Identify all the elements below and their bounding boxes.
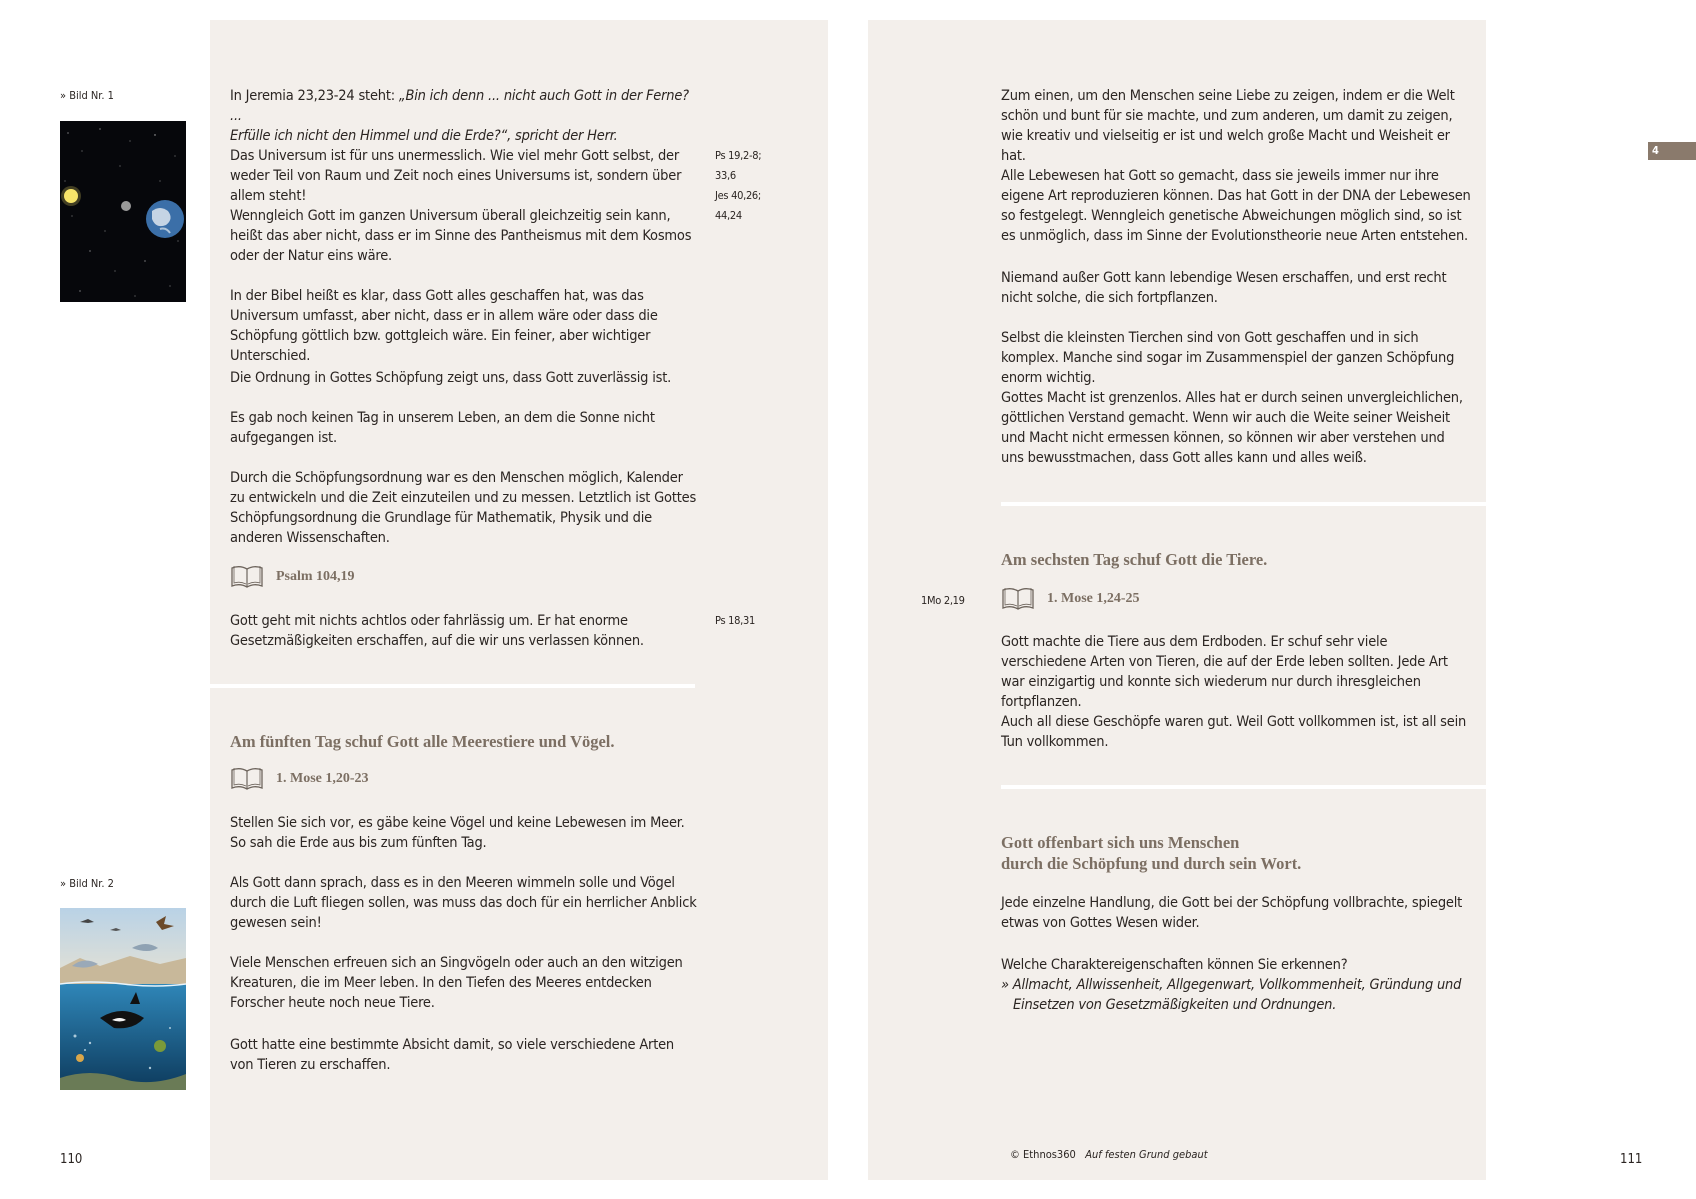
right-page-number: 111: [1620, 1152, 1643, 1167]
heading-offenbart: [1001, 832, 1471, 874]
intro-paragraph: [230, 86, 700, 146]
footer: [1010, 1148, 1208, 1161]
paragraph-zumeinen: Zum einen, um den Menschen seine Liebe zu zeigen, indem er die Welt schön und bunt für sie machte, und zum anderen, um damit zu zeigen, wie kreativ und vielseitig er ist und welch große Macht und Weisheit er hat.: [1001, 88, 1455, 164]
sea-animals-image: [60, 908, 186, 1090]
paragraph-handlung: Jede einzelne Handlung, die Gott bei der Schöpfung vollbrachte, spiegelt etwas von Gottes Wesen wider.: [1001, 895, 1463, 931]
footer-book-title: Auf festen Grund gebaut: [1085, 1148, 1208, 1161]
bild2-label: » Bild Nr. 2: [60, 877, 114, 890]
paragraph-singvoegel: Viele Menschen erfreuen sich an Singvögeln oder auch an den witzigen Kreaturen, die im Meer leben. In den Tiefen des Meeres entdecken Forscher heute noch neue Tiere.: [230, 955, 683, 1011]
paragraph-bibel: In der Bibel heißt es klar, dass Gott alles geschaffen hat, was das Universum umfasst, aber nicht, dass er in allem wäre oder dass die Schöpfung göttlich bzw. gottgleich wäre. Ein feiner, aber wichtiger Unterschied.: [230, 288, 658, 364]
bild1-label: » Bild Nr. 1: [60, 89, 114, 102]
bible-reference-psalm: [230, 564, 355, 590]
paragraph-macht: Gottes Macht ist grenzenlos. Alles hat er durch seinen unvergleichlichen, göttlichen Verstand gemacht. Wenn wir auch die Weite seiner Weisheit und Macht nicht ermessen können, so können wir aber verstehen und uns bewusstmachen, dass Gott alles kann und alles weiß.: [1001, 390, 1463, 466]
intro-quote-2: Erfülle ich nicht den Himmel und die Erde?“, spricht der Herr.: [230, 128, 618, 144]
paragraph-tierchen: Selbst die kleinsten Tierchen sind von Gott geschaffen und in sich komplex. Manche sind sogar im Zusammenspiel der ganzen Schöpfung enorm wichtig.: [1001, 330, 1455, 386]
paragraph-vorstellen: Stellen Sie sich vor, es gäbe keine Vögel und keine Lebewesen im Meer. So sah die Erde aus bis zum fünften Tag.: [230, 815, 685, 851]
intro-quote-1: „Bin ich denn ... nicht auch Gott in der Ferne? ...: [230, 88, 689, 124]
paragraph-kalender: Durch die Schöpfungsordnung war es den Menschen möglich, Kalender zu entwickeln und die Zeit einzuteilen und zu messen. Letztlich ist Gottes Schöpfungsordnung die Grundlage für Mathematik, Physik und die anderen Wissenschaften.: [230, 470, 697, 546]
paragraph-frage: Welche Charaktereigenschaften können Sie erkennen?: [1001, 957, 1348, 973]
bible-reference-mose-24: [1001, 586, 1140, 612]
margin-note-1mo: 1Mo 2,19: [921, 594, 965, 607]
heading-offenbart-line1: Gott offenbart sich uns Menschen: [1001, 833, 1240, 852]
mose-20-reference-label: 1. Mose 1,20-23: [276, 771, 369, 786]
paragraph-niemand: Niemand außer Gott kann lebendige Wesen erschaffen, und erst recht nicht solche, die sich fortpflanzen.: [1001, 270, 1447, 306]
margin-note-33: 33,6: [715, 169, 736, 182]
intro-text: In Jeremia 23,23-24 steht:: [230, 88, 399, 104]
heading-sixth-day: Am sechsten Tag schuf Gott die Tiere.: [1001, 550, 1268, 569]
paragraph-lebewesen: Alle Lebewesen hat Gott so gemacht, dass sie jeweils immer nur ihre eigene Art reproduzieren können. Das hat Gott in der DNA der Lebewesen so festgelegt. Wenngleich genetische Abweichungen möglich sind, so ist es unmöglich, dass im Sinne der Evolutionstheorie neue Arten entstehen.: [1001, 168, 1471, 244]
margin-note-jes40: Jes 40,26;: [715, 189, 761, 202]
paragraph-tag: Es gab noch keinen Tag in unserem Leben, an dem die Sonne nicht aufgegangen ist.: [230, 410, 655, 446]
heading-offenbart-line2: durch die Schöpfung und durch sein Wort.: [1001, 854, 1302, 873]
heading-fifth-day: Am fünften Tag schuf Gott alle Meerestiere und Vögel.: [230, 732, 615, 751]
paragraph-achtlos: Gott geht mit nichts achtlos oder fahrlässig um. Er hat enorme Gesetzmäßigkeiten erschaffen, auf die wir uns verlassen können.: [230, 613, 644, 649]
answer-bullet: » Allmacht, Allwissenheit, Allgegenwart, Vollkommenheit, Gründung und Einsetzen von Gesetzmäßigkeiten und Ordnungen.: [1001, 977, 1462, 1013]
paragraph-erdboden: Gott machte die Tiere aus dem Erdboden. Er schuf sehr viele verschiedene Arten von Tieren, die auf der Erde leben sollten. Jede Art war einzigartig und konnte sich wiederum nur durch ihresgleichen fortpflanzen.: [1001, 634, 1448, 710]
right-divider-1: [1001, 502, 1486, 506]
paragraph-ordnung: Die Ordnung in Gottes Schöpfung zeigt uns, dass Gott zuverlässig ist.: [230, 370, 672, 386]
right-divider-2: [1001, 785, 1486, 789]
mose-24-reference-label: 1. Mose 1,24-25: [1047, 591, 1140, 606]
open-book-icon: [230, 564, 264, 590]
bible-reference-mose-20: [230, 766, 369, 792]
margin-note-ps18: Ps 18,31: [715, 614, 755, 627]
left-divider: [210, 684, 695, 688]
left-page-number: 110: [60, 1152, 83, 1167]
margin-note-ps19: Ps 19,2-8;: [715, 149, 762, 162]
paragraph-gut: Auch all diese Geschöpfe waren gut. Weil Gott vollkommen ist, ist all sein Tun vollkommen.: [1001, 714, 1467, 750]
chapter-tab: 4: [1648, 142, 1696, 160]
paragraph-absicht: Gott hatte eine bestimmte Absicht damit, so viele verschiedene Arten von Tieren zu erschaffen.: [230, 1037, 675, 1073]
universe-image: [60, 121, 186, 302]
paragraph-universe: Das Universum ist für uns unermesslich. Wie viel mehr Gott selbst, der weder Teil von Raum und Zeit noch eines Universums ist, sondern über allem steht!: [230, 148, 682, 204]
open-book-icon: [230, 766, 264, 792]
margin-note-44: 44,24: [715, 209, 742, 222]
footer-copyright: © Ethnos360: [1010, 1148, 1076, 1161]
psalm-reference-label: Psalm 104,19: [276, 569, 355, 584]
open-book-icon: [1001, 586, 1035, 612]
paragraph-pantheismus: Wenngleich Gott im ganzen Universum überall gleichzeitig sein kann, heißt das aber nicht, dass er im Sinne des Pantheismus mit dem Kosmos oder der Natur eins wäre.: [230, 208, 692, 264]
paragraph-wimmeln: Als Gott dann sprach, dass es in den Meeren wimmeln solle und Vögel durch die Luft fliegen sollen, was muss das doch für ein herrlicher Anblick gewesen sein!: [230, 875, 697, 931]
